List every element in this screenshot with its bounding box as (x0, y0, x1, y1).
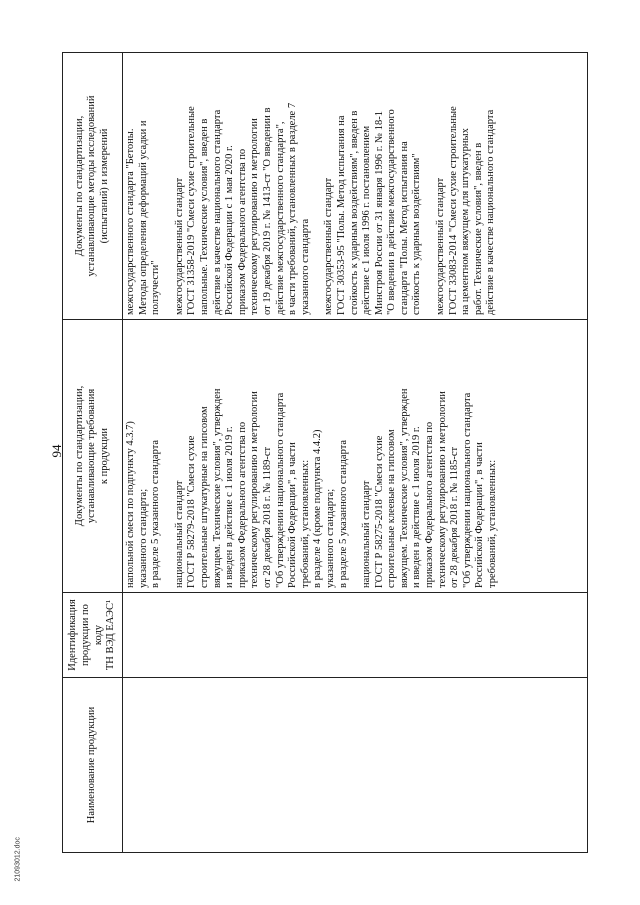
test-method-entry: межгосударственный стандарт ГОСТ 33083-2014 "Смеси сухие строительные на цементном вяжущем для штукатурных работ. Технические условия", введен в действие в качестве национального стандарта (435, 106, 497, 315)
header-product-name: Наименование продукции (63, 678, 123, 853)
rotated-table-container (62, 53, 588, 853)
requirement-standards-cell (123, 320, 588, 593)
product-name-cell (123, 678, 588, 853)
table-header-row (63, 53, 123, 853)
requirement-entry: напольной смеси по подпункту 4.3.7) указанного стандарта; в разделе 5 указанного стандарта (125, 421, 162, 588)
table-row (123, 53, 588, 853)
document-filename: 21093012.doc (14, 837, 22, 882)
standards-table (62, 52, 588, 853)
requirement-entry: национальный стандарт ГОСТ Р 58275-2018 "Смеси сухие строительные клеевые на гипсовом вяжущем. Технические условия", утвержден и введен в действие с 1 июля 2019 г. приказом Федерального агентства по техническому регулированию и метрологии от 28 декабря 2018 г. № 1185-ст "Об утверждении национального стандарта Российской Федерации", в части требований, установленных: (361, 388, 499, 588)
tn-ved-code-cell (123, 593, 588, 678)
test-method-entry: межгосударственный стандарт ГОСТ 30353-95 "Полы. Метод испытания на стойкость к ударным воздействиям", введен в действие с 1 июля 1996 г. постановлением Минстроя России от 31 января 1996 г. № 18-1 "О введении в действие межгосударственного стандарта "Полы. Метод испытания на стойкость к ударным воздействиям" (323, 109, 423, 315)
header-requirement-standards: Документы по стандартизации, устанавливающие требования к продукции (63, 320, 123, 593)
header-tn-ved-code: Идентификация продукции по коду ТН ВЭД ЕАЭС¹ (63, 593, 123, 678)
requirement-entry: национальный стандарт ГОСТ Р 58279-2018 "Смеси сухие строительные штукатурные на гипсовом вяжущем. Технические условия", утвержден и введен в действие с 1 июля 2019 г. приказом Федерального агентства по техническому регулированию и метрологии от 28 декабря 2018 г. № 1189-ст "Об утверждении национального стандарта Российской Федерации", в части требований, установленных: в разделе 4 (кроме подпункта 4.4.2) указанного стандарта; в разделе 5 указанного стандарта (173, 388, 349, 588)
test-method-standards-cell (123, 53, 588, 320)
test-method-entry: межгосударственного стандарта "Бетоны. Методы определения деформаций усадки и ползучести" (125, 120, 162, 315)
page-number: 94 (49, 444, 64, 458)
test-method-entry: межгосударственный стандарт ГОСТ 31358-2019 "Смеси сухие строительные напольные. Технические условия", введен в действие в качестве национального стандарта Российской Федерации с 1 мая 2020 г. приказом Федерального агентства по техническому регулированию и метрологии от 19 декабря 2019 г. № 1413-ст "О введении в действие межгосударственного стандарта", в части требований, установленных в разделе 7 указанного стандарта (173, 102, 311, 315)
header-test-method-standards: Документы по стандартизации, устанавливающие методы исследований (испытаний) и измерений (63, 53, 123, 320)
